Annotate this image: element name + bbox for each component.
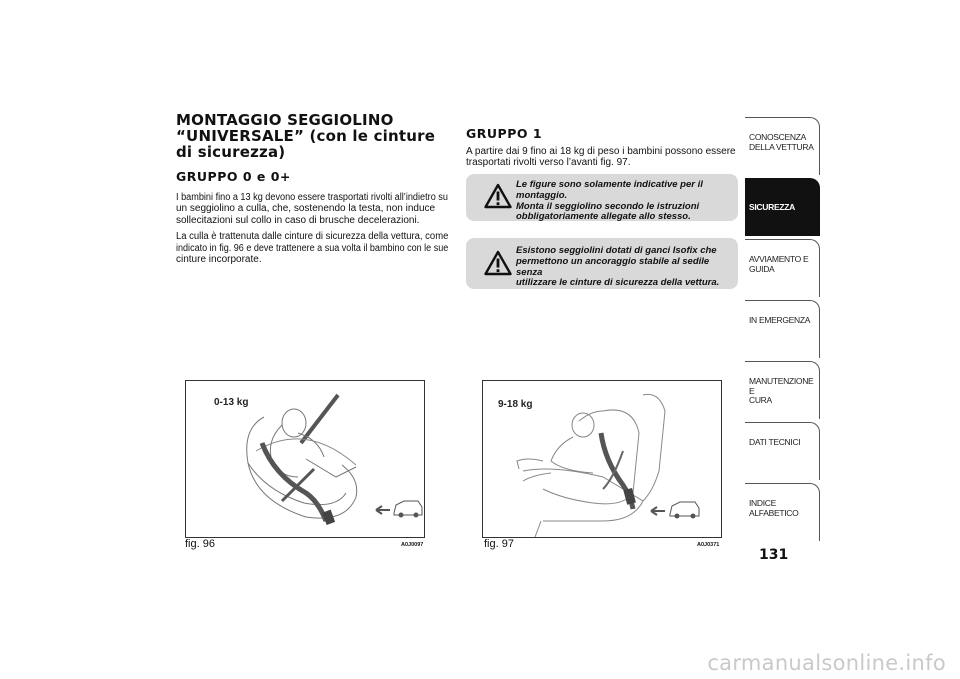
tab-label: IN EMERGENZA — [749, 315, 811, 325]
watermark: carmanualsonline.info — [707, 651, 946, 675]
warning-note — [466, 174, 738, 221]
note-line: obbligatoriamente allegate allo stesso. — [516, 211, 691, 223]
paragraph-line: indicato in fig. 96 e deve trattenere a sua volta il bambino con le sue — [176, 242, 449, 254]
figure-label: fig. 97 — [484, 538, 514, 550]
subheading: GRUPPO 0 e 0+ — [176, 169, 291, 184]
tab-conoscenza-della-vettura[interactable] — [745, 117, 820, 175]
weight-label: 0-13 kg — [214, 397, 249, 408]
figure-code: A0J0371 — [697, 542, 720, 548]
tab-label: DATI TECNICI — [749, 437, 801, 447]
tab-sicurezza[interactable] — [745, 178, 820, 236]
tab-dati-tecnici[interactable] — [745, 422, 820, 480]
note-line: Esistono seggiolini dotati di ganci Isofix che — [516, 245, 717, 256]
tab-indice-alfabetico[interactable] — [745, 483, 820, 541]
section-heading — [176, 112, 448, 160]
figure-code: A0J0097 — [401, 542, 424, 548]
infant-seat-illustration — [186, 381, 424, 537]
note-line: utilizzare le cinture di sicurezza della vettura. — [516, 277, 720, 289]
note-line: permettono un ancoraggio stabile al sedile senza — [516, 255, 710, 278]
paragraph-line: trasportati rivolti verso l’avanti fig. 97. — [466, 157, 631, 169]
heading-line: di sicurezza) — [176, 143, 286, 161]
section-heading: GRUPPO 1 — [466, 126, 543, 141]
paragraph — [176, 231, 448, 265]
note-text — [516, 246, 738, 289]
tab-manutenzione-e-cura[interactable] — [745, 361, 820, 419]
note-line: Monta il seggiolino secondo le istruzioni — [516, 200, 700, 212]
tab-label: MANUTENZIONE E CURA — [749, 376, 814, 405]
paragraph-line: I bambini fino a 13 kg devono essere trasportati rivolti all’indietro su — [176, 192, 448, 203]
note-line: Le figure sono solamente indicative per il montaggio. — [516, 179, 703, 201]
heading-line: “UNIVERSALE” (con le cinture — [176, 127, 436, 145]
paragraph-line: A partire dai 9 fino ai 18 kg di peso i bambini possono essere — [466, 146, 736, 157]
heading-line: MONTAGGIO SEGGIOLINO — [176, 111, 394, 129]
paragraph-line: sollecitazioni sul collo in caso di brusche decelerazioni. — [176, 214, 420, 226]
figure-97 — [482, 380, 722, 538]
paragraph-line: cinture incorporate. — [176, 254, 262, 266]
note-text — [516, 180, 738, 223]
warning-triangle-icon — [484, 250, 512, 276]
tab-label: INDICE ALFABETICO — [749, 498, 799, 518]
page-number: 131 — [759, 547, 789, 563]
tab-label: AVVIAMENTO E GUIDA — [749, 254, 809, 274]
figure-96 — [185, 380, 425, 538]
tab-label: SICUREZZA — [749, 202, 795, 212]
figure-label: fig. 96 — [185, 538, 215, 550]
paragraph-line: La culla è trattenuta dalle cinture di sicurezza della vettura, come — [176, 231, 449, 243]
left-column — [176, 112, 448, 265]
tab-avviamento-e-guida[interactable] — [745, 239, 820, 297]
paragraph — [176, 192, 448, 226]
paragraph-line: un seggiolino a culla, che, sostenendo la testa, non induce — [176, 203, 436, 215]
child-seat-illustration — [483, 381, 721, 537]
warning-note — [466, 238, 738, 289]
weight-label: 9-18 kg — [498, 399, 533, 410]
tab-label: CONOSCENZA DELLA VETTURA — [749, 132, 814, 152]
paragraph — [466, 146, 738, 169]
warning-triangle-icon — [484, 183, 512, 209]
right-column — [466, 127, 738, 169]
tab-in-emergenza[interactable] — [745, 300, 820, 358]
